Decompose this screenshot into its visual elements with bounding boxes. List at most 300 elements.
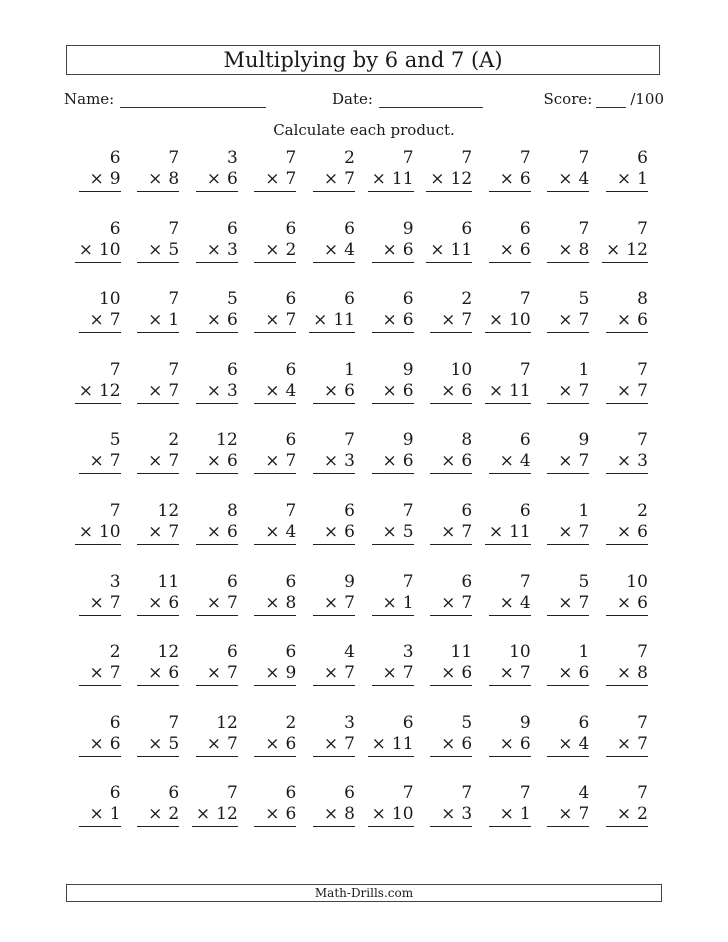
multiplier-line [489, 734, 531, 757]
multiplicand: 10 [98, 289, 121, 310]
multiplier: 6 [461, 380, 473, 401]
problem-item [363, 430, 422, 501]
multiply-sign: × [441, 804, 456, 825]
multiplicand: 11 [450, 642, 473, 663]
multiplier: 12 [450, 169, 473, 189]
problem-item [597, 501, 656, 572]
multiply-sign: × [558, 451, 573, 472]
problem-item [70, 642, 129, 713]
problem-item [597, 713, 656, 784]
multiplier: 2 [637, 804, 648, 825]
multiplicand: 7 [168, 148, 180, 168]
multiply-sign: × [148, 804, 163, 825]
multiplier: 6 [461, 733, 473, 754]
footer-box [66, 884, 662, 902]
multiplier-line [485, 310, 531, 333]
multiplier: 7 [578, 592, 590, 613]
multiply-sign: × [499, 169, 514, 189]
multiply-sign: × [206, 592, 221, 613]
problem-item [304, 713, 363, 784]
multiplicand: 7 [402, 500, 414, 521]
problem-item [304, 642, 363, 713]
multiply-sign: × [558, 804, 573, 825]
multiplier: 7 [344, 169, 355, 189]
problem-item [187, 289, 246, 360]
multiplier-line [430, 381, 472, 404]
multiplier: 7 [285, 310, 297, 331]
multiplicand: 7 [519, 148, 531, 168]
multiplier: 6 [109, 733, 121, 754]
multiplier: 6 [226, 169, 238, 189]
multiplicand: 6 [344, 218, 355, 239]
problem-item [597, 148, 656, 219]
multiplier-line [254, 451, 296, 474]
problem-item [70, 572, 129, 643]
problem-item [597, 572, 656, 643]
multiplicand: 6 [344, 289, 355, 310]
problem-item [129, 219, 188, 290]
multiplier: 11 [333, 310, 355, 331]
multiplicand: 6 [461, 218, 473, 239]
problem-item [304, 289, 363, 360]
multiplier-line [79, 804, 121, 827]
problem-item [304, 783, 363, 854]
multiplicand: 8 [461, 430, 473, 451]
multiplier: 7 [578, 310, 590, 331]
multiplicand: 7 [109, 359, 121, 380]
multiplier-line [313, 522, 355, 545]
multiplier: 10 [391, 804, 414, 825]
problem-item [129, 642, 188, 713]
problem-item [187, 713, 246, 784]
name-blank-line [120, 91, 266, 108]
problem-item [70, 289, 129, 360]
problem-item [70, 501, 129, 572]
multiplier: 6 [578, 663, 590, 684]
problem-item [422, 148, 481, 219]
multiplier-line [137, 169, 179, 192]
problem-item [422, 642, 481, 713]
multiply-sign: × [148, 592, 163, 613]
multiply-sign: × [313, 310, 328, 331]
multiplicand: 7 [637, 712, 648, 733]
problem-item [304, 501, 363, 572]
multiplier: 9 [285, 663, 297, 684]
problem-item [480, 360, 539, 431]
multiply-sign: × [558, 239, 573, 260]
multiplier-line [489, 169, 531, 192]
score-field [544, 90, 665, 108]
multiplicand: 7 [578, 148, 590, 168]
multiplier-line [547, 310, 589, 333]
multiplier-line [196, 663, 238, 686]
multiplicand: 1 [578, 500, 590, 521]
name-label: Name: [64, 90, 115, 108]
multiplicand: 6 [285, 571, 297, 592]
multiplier-line [547, 593, 589, 616]
multiplicand: 7 [168, 712, 180, 733]
multiply-sign: × [323, 804, 339, 825]
multiplier: 6 [285, 804, 297, 825]
multiplier-line [430, 522, 472, 545]
problem-item [363, 501, 422, 572]
problem-item [246, 360, 305, 431]
multiply-sign: × [89, 733, 104, 754]
multiplicand: 3 [344, 712, 355, 733]
problem-item [539, 219, 598, 290]
multiply-sign: × [382, 451, 397, 472]
multiplier: 7 [344, 663, 355, 684]
multiplier-line [602, 240, 648, 263]
score-total: /100 [630, 90, 664, 108]
multiplicand: 1 [578, 642, 590, 663]
multiply-sign: × [558, 733, 573, 754]
multiply-sign: × [499, 592, 514, 613]
multiplier: 6 [226, 310, 238, 331]
multiply-sign: × [616, 733, 632, 754]
problem-item [480, 501, 539, 572]
multiplier: 7 [637, 380, 648, 401]
multiplier-line [254, 310, 296, 333]
multiplier-line [547, 381, 589, 404]
multiply-sign: × [265, 169, 280, 189]
multiplier-line [137, 663, 179, 686]
problem-item [70, 783, 129, 854]
multiply-sign: × [371, 733, 386, 754]
multiplicand: 6 [109, 783, 121, 804]
multiplier-line [254, 381, 296, 404]
multiplier-line [137, 734, 179, 757]
multiplier: 10 [98, 521, 121, 542]
multiplicand: 7 [519, 571, 531, 592]
multiply-sign: × [265, 451, 280, 472]
problem-item [187, 148, 246, 219]
multiply-sign: × [558, 521, 573, 542]
problem-item [480, 642, 539, 713]
multiplier: 11 [391, 169, 414, 189]
problem-item [597, 360, 656, 431]
multiplier-line [430, 663, 472, 686]
problem-item [129, 501, 188, 572]
multiplier-line [254, 522, 296, 545]
multiply-sign: × [89, 310, 104, 331]
multiply-sign: × [558, 663, 573, 684]
multiplier-line [137, 381, 179, 404]
multiplier-line [75, 522, 121, 545]
multiplicand: 6 [402, 712, 414, 733]
multiply-sign: × [206, 239, 221, 260]
problem-item [539, 713, 598, 784]
multiplier-line [372, 451, 414, 474]
multiplier-line [79, 734, 121, 757]
multiply-sign: × [616, 521, 632, 542]
multiplicand: 6 [226, 218, 238, 239]
multiply-sign: × [430, 169, 445, 189]
multiplicand: 7 [637, 359, 648, 380]
problem-item [304, 572, 363, 643]
multiplier-line [254, 734, 296, 757]
multiply-sign: × [148, 521, 163, 542]
multiply-sign: × [206, 663, 221, 684]
date-blank-line [379, 91, 483, 108]
multiplier: 7 [109, 451, 121, 472]
multiply-sign: × [265, 380, 280, 401]
multiplier-line [137, 804, 179, 827]
multiply-sign: × [89, 592, 104, 613]
multiplicand: 2 [168, 430, 180, 451]
multiplier-line [372, 310, 414, 333]
multiply-sign: × [89, 169, 104, 189]
multiplicand: 10 [509, 642, 531, 663]
problem-item [129, 148, 188, 219]
multiply-sign: × [206, 380, 221, 401]
multiplier: 10 [509, 310, 531, 331]
multiply-sign: × [78, 239, 93, 260]
multiplier: 7 [226, 663, 238, 684]
problem-item [597, 219, 656, 290]
multiplier: 2 [168, 804, 180, 825]
multiplier-line [606, 451, 648, 474]
multiplicand: 6 [109, 712, 121, 733]
multiplicand: 7 [226, 783, 238, 804]
multiply-sign: × [323, 239, 339, 260]
problem-item [539, 501, 598, 572]
problem-item [539, 148, 598, 219]
instructions: Calculate each product. [273, 121, 455, 139]
multiply-sign: × [323, 380, 339, 401]
multiplier: 3 [226, 380, 238, 401]
worksheet-title-box [66, 45, 660, 75]
multiplier-line [606, 381, 648, 404]
multiply-sign: × [441, 733, 456, 754]
multiplicand: 6 [226, 571, 238, 592]
multiplicand: 7 [168, 218, 180, 239]
problem-item [363, 148, 422, 219]
multiply-sign: × [265, 804, 280, 825]
multiplier: 7 [109, 592, 121, 613]
multiplier-line [606, 734, 648, 757]
multiplier-line [196, 240, 238, 263]
multiplicand: 5 [109, 430, 121, 451]
problem-item [70, 430, 129, 501]
problem-item [70, 360, 129, 431]
multiplier-line [430, 734, 472, 757]
multiplicand: 3 [109, 571, 121, 592]
multiplicand: 6 [285, 218, 297, 239]
multiply-sign: × [558, 380, 573, 401]
multiplier: 4 [285, 521, 297, 542]
multiplicand: 5 [578, 289, 590, 310]
multiplier: 2 [285, 239, 297, 260]
multiplier-line [196, 734, 238, 757]
multiplicand: 2 [109, 642, 121, 663]
multiplicand: 7 [637, 642, 648, 663]
multiply-sign: × [558, 310, 573, 331]
multiplier: 6 [226, 521, 238, 542]
multiplier-line [372, 663, 414, 686]
multiply-sign: × [148, 239, 163, 260]
multiplier-line [606, 522, 648, 545]
multiply-sign: × [206, 733, 221, 754]
problem-item [480, 783, 539, 854]
multiplicand: 9 [402, 359, 414, 380]
multiplicand: 6 [402, 289, 414, 310]
problem-item [363, 713, 422, 784]
problem-item [422, 219, 481, 290]
score-blank-line [596, 91, 626, 108]
multiply-sign: × [265, 733, 280, 754]
worksheet-title: Multiplying by 6 and 7 (A) [223, 48, 503, 72]
date-label: Date: [332, 90, 373, 108]
multiply-sign: × [441, 380, 456, 401]
multiplier-line [313, 451, 355, 474]
multiplicand: 11 [157, 571, 180, 592]
multiply-sign: × [89, 663, 104, 684]
multiplicand: 4 [344, 642, 355, 663]
multiply-sign: × [616, 592, 632, 613]
problem-item [539, 289, 598, 360]
multiplier-line [309, 310, 355, 333]
multiplier-line [79, 451, 121, 474]
multiply-sign: × [206, 451, 221, 472]
multiply-sign: × [441, 310, 456, 331]
multiply-sign: × [382, 239, 397, 260]
problem-item [187, 642, 246, 713]
multiplicand: 7 [461, 148, 473, 168]
multiplier: 6 [519, 239, 531, 260]
multiply-sign: × [371, 169, 386, 189]
multiplier: 11 [391, 733, 414, 754]
multiplicand: 3 [226, 148, 238, 168]
problem-item [539, 572, 598, 643]
multiplier: 10 [98, 239, 121, 260]
multiplier: 6 [637, 592, 648, 613]
multiplier: 1 [519, 804, 531, 825]
multiplier-line [75, 381, 121, 404]
multiplier-line [606, 169, 648, 192]
multiplier: 7 [461, 592, 473, 613]
multiplicand: 6 [285, 359, 297, 380]
multiplier: 4 [578, 169, 590, 189]
multiply-sign: × [323, 521, 339, 542]
multiplier: 7 [285, 451, 297, 472]
problem-item [129, 572, 188, 643]
multiplicand: 5 [461, 712, 473, 733]
multiplier: 6 [285, 733, 297, 754]
multiply-sign: × [499, 663, 514, 684]
multiplicand: 6 [226, 642, 238, 663]
multiply-sign: × [616, 804, 632, 825]
multiplicand: 4 [578, 783, 590, 804]
multiply-sign: × [441, 663, 456, 684]
multiplier-line [547, 522, 589, 545]
multiplier-line [254, 593, 296, 616]
problem-item [480, 713, 539, 784]
multiplier: 7 [168, 521, 180, 542]
multiplicand: 7 [637, 783, 648, 804]
multiplier-line [606, 310, 648, 333]
multiply-sign: × [430, 239, 445, 260]
multiplicand: 6 [344, 500, 355, 521]
multiply-sign: × [148, 733, 163, 754]
problem-item [363, 783, 422, 854]
multiplier: 6 [461, 451, 473, 472]
problem-item [246, 501, 305, 572]
multiplier: 8 [344, 804, 355, 825]
multiplier: 1 [637, 169, 648, 189]
multiplier: 1 [402, 592, 414, 613]
multiply-sign: × [488, 521, 504, 542]
multiply-sign: × [616, 451, 632, 472]
footer-text: Math-Drills.com [314, 886, 414, 900]
multiplicand: 7 [578, 218, 590, 239]
multiplier-line [368, 734, 414, 757]
multiplier-line [489, 593, 531, 616]
multiplicand: 8 [226, 500, 238, 521]
multiply-sign: × [558, 169, 573, 189]
multiplier-line [547, 240, 589, 263]
multiply-sign: × [323, 451, 339, 472]
multiply-sign: × [148, 310, 163, 331]
multiplier-line [547, 804, 589, 827]
multiplicand: 9 [578, 430, 590, 451]
multiply-sign: × [323, 592, 339, 613]
multiplicand: 6 [519, 430, 531, 451]
score-label: Score: [543, 90, 593, 108]
problem-item [246, 430, 305, 501]
multiplier-line [79, 663, 121, 686]
multiplier: 3 [637, 451, 648, 472]
multiplier-line [137, 240, 179, 263]
multiplier: 7 [285, 169, 297, 189]
problem-item [363, 219, 422, 290]
multiplicand: 12 [216, 712, 238, 733]
multiply-sign: × [382, 310, 397, 331]
multiplier-line [426, 169, 472, 192]
multiply-sign: × [78, 380, 93, 401]
multiply-sign: × [148, 451, 163, 472]
multiplier-line [547, 169, 589, 192]
multiplier: 7 [402, 663, 414, 684]
multiplier-line [485, 381, 531, 404]
multiplier: 6 [226, 451, 238, 472]
problem-item [422, 783, 481, 854]
multiplier: 7 [578, 451, 590, 472]
multiplier-line [368, 169, 414, 192]
problem-item [363, 642, 422, 713]
multiplier-line [606, 663, 648, 686]
multiplicand: 7 [461, 783, 473, 804]
multiply-sign: × [499, 804, 514, 825]
multiplier: 11 [509, 521, 531, 542]
multiplicand: 6 [285, 783, 297, 804]
problem-item [70, 148, 129, 219]
multiplicand: 8 [637, 289, 648, 310]
problem-item [187, 783, 246, 854]
multiplier: 7 [226, 592, 238, 613]
multiply-sign: × [616, 169, 632, 189]
multiplier: 7 [109, 663, 121, 684]
problem-item [539, 360, 598, 431]
multiply-sign: × [558, 592, 573, 613]
multiplicand: 6 [285, 642, 297, 663]
multiplier: 6 [637, 521, 648, 542]
multiplier-line [196, 451, 238, 474]
multiplier-line [79, 310, 121, 333]
problem-item [187, 360, 246, 431]
multiplier-line [313, 804, 355, 827]
problem-item [480, 572, 539, 643]
